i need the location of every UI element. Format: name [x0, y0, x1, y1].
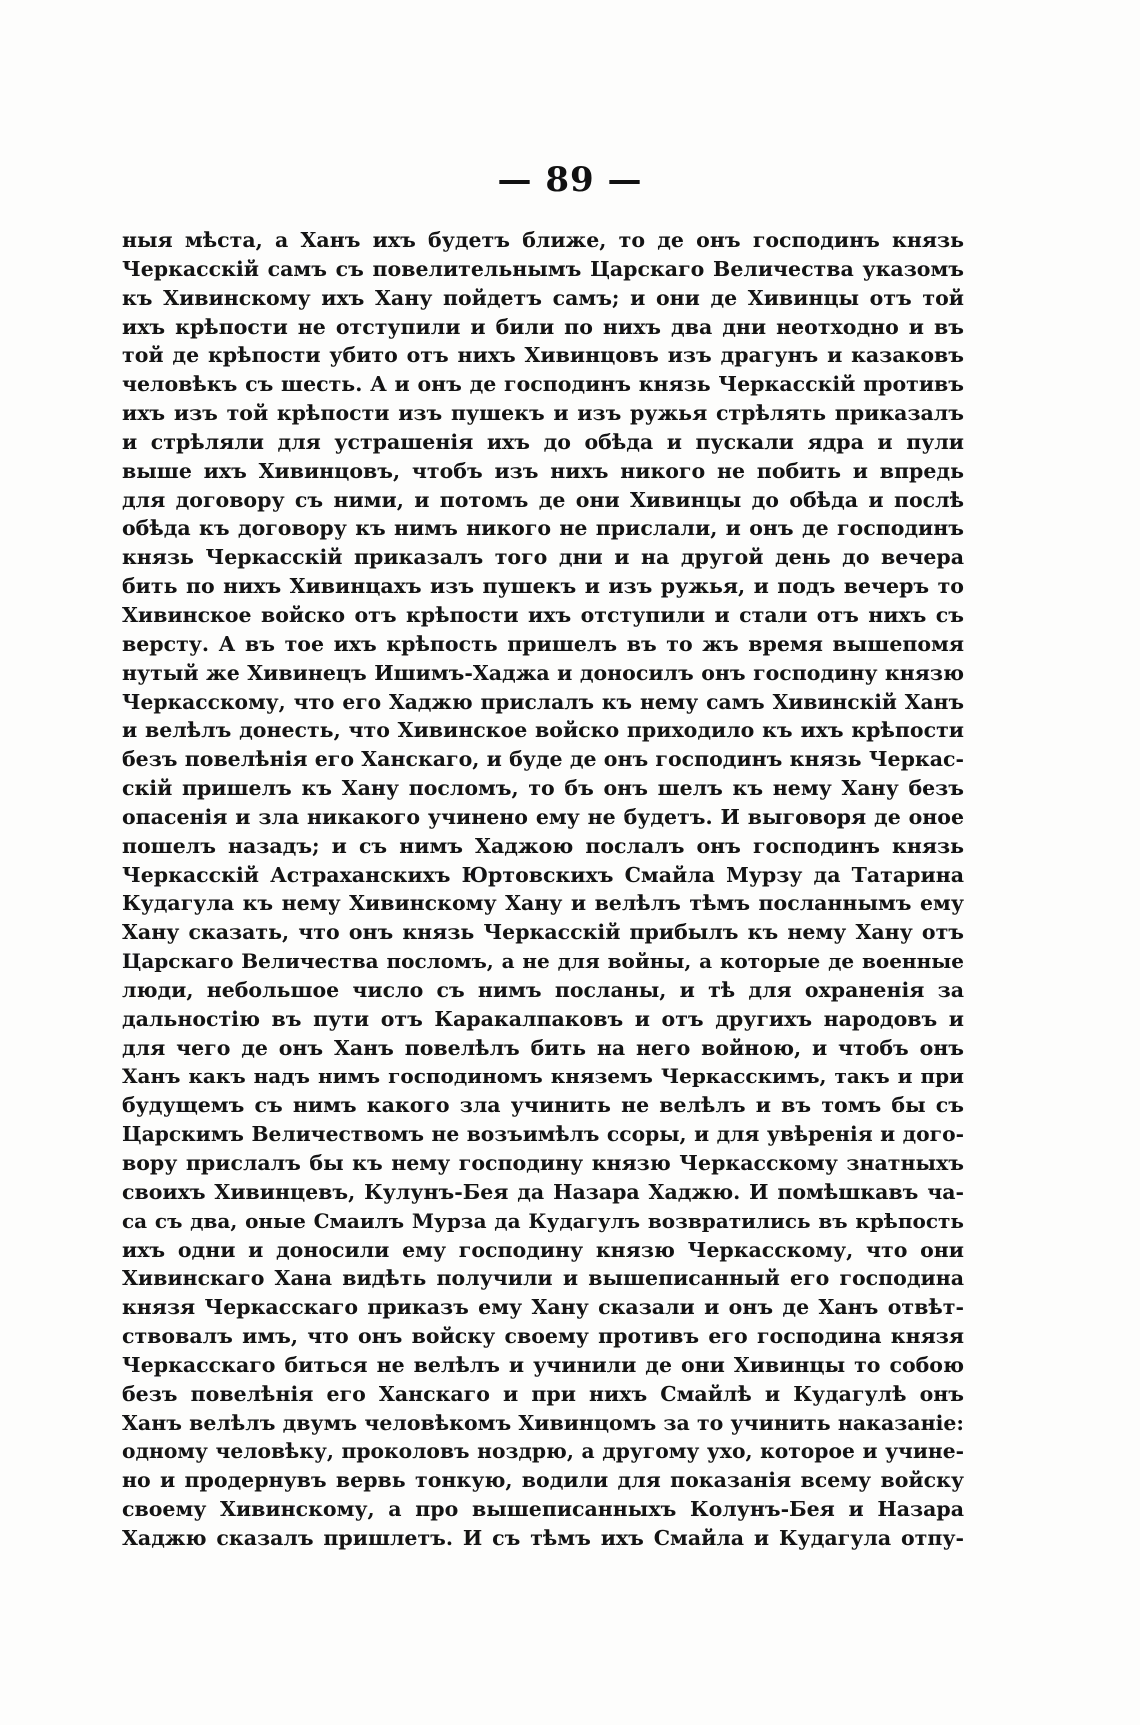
text-line: версту. А въ тое ихъ крѣпость пришелъ въ то жъ время вышепомя [122, 631, 964, 656]
text-line: своихъ Хивинцевъ, Кулунъ-Бея да Назара Хаджю. И помѣшкавъ ча- [122, 1179, 964, 1204]
text-line: будущемъ съ нимъ какого зла учинить не велѣлъ и въ томъ бы съ [122, 1093, 964, 1118]
text-line: Ханъ велѣлъ двумъ человѣкомъ Хивинцомъ за то учинить наказаніе: [122, 1410, 964, 1435]
text-line: Черкасскому, что его Хаджю прислалъ къ нему самъ Хивинскій Ханъ [122, 689, 964, 714]
text-line: обѣда къ договору къ нимъ никого не прислали, и онъ де господинъ [122, 516, 964, 541]
text-line: къ Хивинскому ихъ Хану пойдетъ самъ; и они де Хивинцы отъ той [122, 285, 964, 310]
text-line: Хану сказать, что онъ князь Черкасскій прибылъ къ нему Хану отъ [122, 920, 964, 945]
text-line: Царскимъ Величествомъ не возъимѣлъ ссоры, и для увѣренія и дого- [122, 1122, 964, 1147]
text-line: бить по нихъ Хивинцахъ изъ пушекъ и изъ ружья, и подъ вечеръ то [122, 574, 964, 599]
text-line: ихъ крѣпости не отступили и били по нихъ два дни неотходно и въ [122, 314, 964, 339]
text-line: князь Черкасскій приказалъ того дни и на другой день до вечера [122, 545, 964, 570]
text-line: но и продернувъ вервь тонкую, водили для показанія всему войску [122, 1468, 964, 1493]
text-line: Кудагула къ нему Хивинскому Хану и велѣлъ тѣмъ посланнымъ ему [122, 891, 964, 916]
text-line: одному человѣку, проколовъ ноздрю, а другому ухо, которое и учине- [122, 1439, 964, 1464]
text-line: скій пришелъ къ Хану посломъ, то бъ онъ шелъ къ нему Хану безъ [122, 776, 964, 801]
text-line: для чего де онъ Ханъ повелѣлъ бить на него войною, и чтобъ онъ [122, 1035, 964, 1060]
text-line: выше ихъ Хивинцовъ, чтобъ изъ нихъ никого не побить и впредь [122, 458, 964, 483]
text-line: человѣкъ съ шесть. А и онъ де господинъ князь Черкасскій противъ [122, 372, 964, 397]
text-line: той де крѣпости убито отъ нихъ Хивинцовъ изъ драгунъ и казаковъ [122, 343, 964, 368]
text-line: Черкасскій Астраханскихъ Юртовскихъ Смайла Мурзу да Татарина [122, 862, 964, 887]
text-line: вору прислалъ бы къ нему господину князю Черкасскому знатныхъ [122, 1151, 964, 1175]
text-line: ствовалъ имъ, что онъ войску своему противъ его господина князя [122, 1324, 964, 1349]
text-line: Хивинскаго Хана видѣть получили и вышеписанный его господина [122, 1266, 964, 1291]
text-line: Хивинское войско отъ крѣпости ихъ отступили и стали отъ нихъ съ [122, 602, 964, 627]
text-line: пошелъ назадъ; и съ нимъ Хаджою послалъ онъ господинъ князь [122, 833, 964, 858]
text-line: са съ два, оные Смаилъ Мурза да Кудагулъ возвратились въ крѣпость [122, 1208, 964, 1233]
text-line: люди, небольшое число съ нимъ посланы, и тѣ для охраненія за [122, 977, 964, 1002]
text-line: ныя мѣста, а Ханъ ихъ будетъ ближе, то де онъ господинъ князь [122, 228, 964, 252]
body-text [122, 226, 964, 1553]
text-line: Черкасскаго биться не велѣлъ и учинили де они Хивинцы то собою [122, 1352, 964, 1377]
text-line: Хаджю сказалъ пришлетъ. И съ тѣмъ ихъ Смайла и Кудагула отпу- [122, 1525, 964, 1550]
page-number: — 89 — [497, 160, 643, 200]
text-line: князя Черкасскаго приказъ ему Хану сказали и онъ де Ханъ отвѣт- [122, 1295, 964, 1320]
text-line: и стрѣляли для устрашенія ихъ до обѣда и пускали ядра и пули [122, 429, 964, 454]
text-line: своему Хивинскому, а про вышеписанныхъ Колунъ-Бея и Назара [122, 1497, 964, 1522]
text-line: Черкасскій самъ съ повелительнымъ Царскаго Величества указомъ [122, 256, 964, 281]
text-line: Царскаго Величества посломъ, а не для войны, а которые де военные [122, 949, 964, 974]
text-line: безъ повелѣнія его Ханскаго и при нихъ Смайлѣ и Кудагулѣ онъ [122, 1381, 964, 1406]
text-line: ихъ изъ той крѣпости изъ пушекъ и изъ ружья стрѣлять приказалъ [122, 401, 964, 426]
text-line: и велѣлъ донесть, что Хивинское войско приходило къ ихъ крѣпости [122, 718, 964, 743]
text-line: безъ повелѣнія его Ханскаго, и буде де онъ господинъ князь Черкас- [122, 747, 964, 772]
text-line: дальностію въ пути отъ Каракалпаковъ и отъ другихъ народовъ и [122, 1006, 964, 1031]
text-line: опасенія и зла никакого учинено ему не будетъ. И выговоря де оное [122, 804, 964, 829]
text-line: для договору съ ними, и потомъ де они Хивинцы до обѣда и послѣ [122, 487, 964, 512]
text-line: ихъ одни и доносили ему господину князю Черкасскому, что они [122, 1237, 964, 1262]
text-line: нутый же Хивинецъ Ишимъ-Хаджа и доносилъ онъ господину князю [122, 660, 964, 685]
text-line: Ханъ какъ надъ нимъ господиномъ княземъ Черкасскимъ, такъ и при [122, 1064, 964, 1089]
